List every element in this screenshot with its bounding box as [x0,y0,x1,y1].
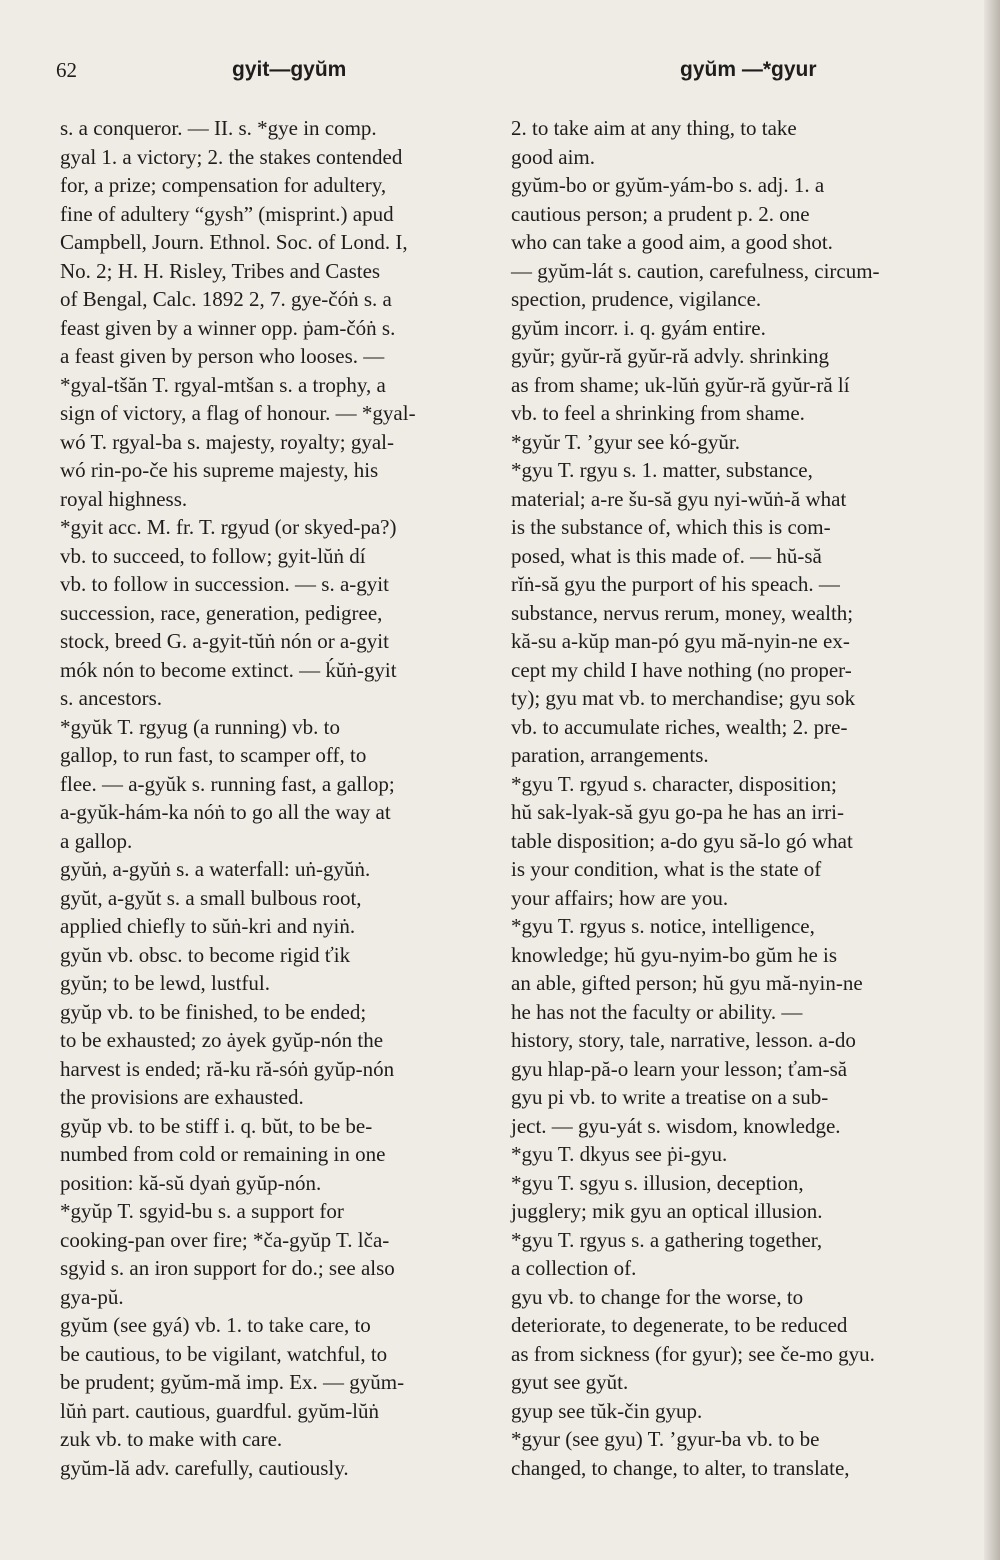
dictionary-entry: gyŭm incorr. i. q. gyám entire. [511,315,766,340]
dictionary-entry: gyŭm (see gyá) vb. 1. to take care, to be cautious, to be vigilant, watchful, to be prudent; gyŭm-mă imp. Ex. — gyŭm- lŭṅ part. cautious, guardful. gyŭm-lŭṅ zuk vb. to make with care. gyŭm-lă adv. carefully, cautiously. [60,1313,405,1480]
dictionary-entry: *gyŭp T. sgyid-bu s. a support for cooking-pan over fire; *ča-gyŭp T. lča- sgyid s. an iron support for do.; see also gya-pŭ. [60,1199,395,1309]
dictionary-entry: *gyur (see gyu) T. ’gyur-ba vb. to be changed, to change, to alter, to translate, [511,1427,850,1480]
dictionary-entry: gyup see tŭk-čin gyup. [511,1398,703,1423]
dictionary-entry: gyŭp vb. to be finished, to be ended; to be exhausted; zo ȧyek gyŭp-nón the harvest is ended; ră-ku ră-sóṅ gyŭp-nón the provisions are exhausted. [60,999,395,1109]
dictionary-entry: 2. to take aim at any thing, to take good aim. [511,116,797,169]
dictionary-entry: gyŭm-bo or gyŭm-yám-bo s. adj. 1. a cautious person; a prudent p. 2. one who can take a good aim, a good shot. — gyŭm-lát s. caution, carefulness, circum- spection, prudence, vigilance. [511,173,880,311]
page-spine-shadow [984,0,1000,1560]
page-number: 62 [56,58,77,82]
dictionary-entry: gyŭr; gyŭr-ră gyŭr-ră advly. shrinking as from shame; uk-lŭṅ gyŭr-ră gyŭr-ră lí vb. to feel a shrinking from shame. [511,344,850,425]
dictionary-entry: gyu vb. to change for the worse, to deteriorate, to degenerate, to be reduced as from sickness (for gyur); see če-mo gyu. [511,1284,875,1366]
left-column [60,114,495,1482]
dictionary-entry: *gyit acc. M. fr. T. rgyud (or skyed-pa?) vb. to succeed, to follow; gyit-lŭṅ dí vb. to follow in succession. — s. a-gyit succession, race, generation, pedigree, stock, breed G. a-gyit-tŭṅ nón or a-gyit mók nón to become extinct. — ḱŭṅ-gyit s. ancestors. [60,515,397,710]
dictionary-entry: gyut see gyŭt. [511,1370,629,1394]
left-running-head: gyit—gyŭm [232,58,347,81]
dictionary-entry: *gyu T. dkyus see ṗi-gyu. [511,1142,728,1166]
dictionary-entry: gyŭp vb. to be stiff i. q. bŭt, to be be- numbed from cold or remaining in one position: kă-sŭ dyaṅ gyŭp-nón. [60,1113,386,1195]
dictionary-entry: *gyu T. rgyus s. notice, intelligence, knowledge; hŭ gyu-nyim-bo gŭm he is an able, gifted person; hŭ gyu mă-nyin-ne he has not the faculty or ability. — history, story, tale, narrative, lesson. a-do gyu hlap-pă-o learn your lesson; ťam-să gyu pi vb. to write a treatise on a sub- ject. — gyu-yát s. wisdom, knowledge. [511,914,863,1138]
dictionary-entry: *gyu T. rgyus s. a gathering together, a collection of. [511,1227,823,1280]
dictionary-entry: *gyu T. sgyu s. illusion, deception, jugglery; mik gyu an optical illusion. [511,1170,823,1223]
dictionary-entry: *gyu T. rgyud s. character, disposition; hŭ sak-lyak-să gyu go-pa he has an irri- table disposition; a-do gyu să-lo gó what is your condition, what is the state of your affairs; how are you. [511,771,853,910]
dictionary-entry: *gyŭk T. rgyug (a running) vb. to gallop, to run fast, to scamper off, to flee. — a-gyŭk s. running fast, a gallop; a-gyŭk-hám-ka nóṅ to go all the way at a gallop. [60,714,395,853]
right-column [511,114,946,1482]
dictionary-entry: gyŭṅ, a-gyŭṅ s. a waterfall: uṅ-gyŭṅ. [60,857,371,881]
dictionary-entry: *gyŭr T. ’gyur see kó-gyŭr. [511,429,741,454]
dictionary-entry: *gyu T. rgyu s. 1. matter, substance, material; a-re šu-să gyu nyi-wŭṅ-ă what is the substance of, which this is com- posed, what is this made of. — hŭ-să rĭṅ-să gyu the purport of his speach. — substance, nervus rerum, money, wealth; kă-su a-kŭp man-pó gyu mă-nyin-ne ex- cept my child I have nothing (no proper- ty); gyu mat vb. to merchandise; gyu sok vb. to accumulate riches, wealth; 2. pre- paration, arrangements. [511,458,856,767]
running-header [0,58,1000,88]
dictionary-entry: gyŭt, a-gyŭt s. a small bulbous root, applied chiefly to sŭṅ-kri and nyiṅ. [60,885,362,938]
right-running-head: gyŭm —*gyur [680,58,817,81]
dictionary-entry: gyŭn vb. obsc. to become rigid ťik gyŭn; to be lewd, lustful. [60,942,351,995]
dictionary-entry: s. a conqueror. — II. s. *gye in comp. gyal 1. a victory; 2. the stakes contended for, a prize; compensation for adultery, fine of adultery “gysh” (misprint.) apud Campbell, Journ. Ethnol. Soc. of Lond. I, No. 2; H. H. Risley, Tribes and Castes of Bengal, Calc. 1892 2, 7. gye-čóṅ s. a feast given by a winner opp. ṗam-čóṅ s. a feast given by person who looses. — *gyal-tšăn T. rgyal-mtšan s. a trophy, a sign of victory, a flag of honour. — *gyal- wó T. rgyal-ba s. majesty, royalty; gyal- wó rin-po-če his supreme majesty, his royal highness. [60,116,416,511]
